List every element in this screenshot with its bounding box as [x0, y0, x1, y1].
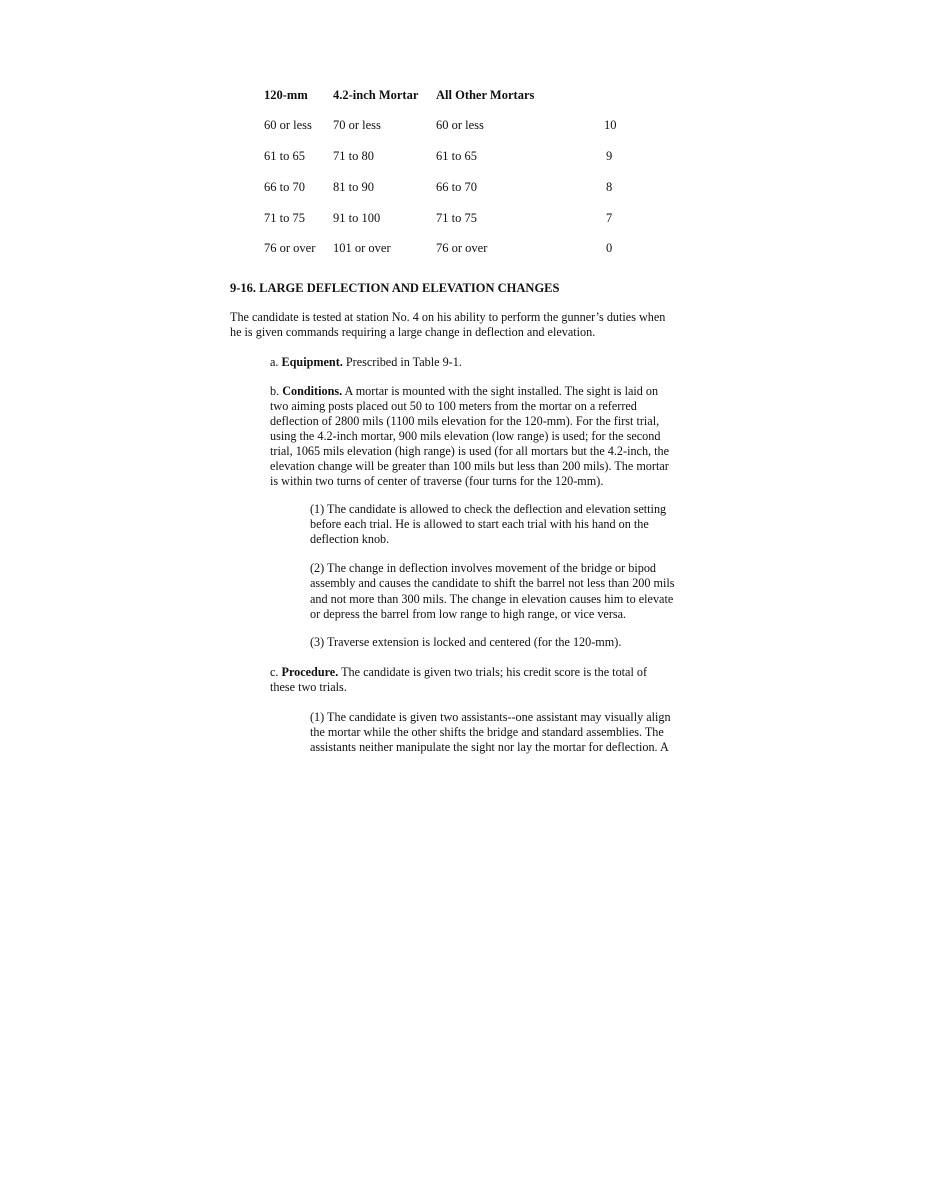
- intro-line: he is given commands requiring a large change in deflection and elevation.: [230, 325, 596, 339]
- item-c-text: The candidate is given two trials; his credit score is the total of: [338, 665, 648, 679]
- cell-42inch: 71 to 80: [333, 149, 374, 163]
- item-b-line: deflection of 2800 mils (1100 mils elevation for the 120-mm). For the first trial,: [270, 414, 660, 428]
- item-b-line: elevation change will be greater than 100 mils but less than 200 mils). The mortar: [270, 459, 669, 473]
- cell-120mm: 60 or less: [264, 118, 312, 132]
- cell-score: 8: [606, 180, 613, 194]
- table-header-120mm: 120-mm: [264, 88, 308, 102]
- cell-120mm: 61 to 65: [264, 149, 305, 163]
- item-c1-line: the mortar while the other shifts the bridge and standard assemblies. The: [310, 725, 664, 739]
- item-b2-line: (2) The change in deflection involves movement of the bridge or bipod: [310, 561, 657, 575]
- item-c-prefix: c.: [270, 665, 282, 679]
- item-a-label: Equipment.: [281, 355, 343, 369]
- cell-score: 7: [606, 211, 613, 225]
- item-b-line: is within two turns of center of traverse (four turns for the 120-mm).: [270, 474, 604, 488]
- item-b1-line: before each trial. He is allowed to start each trial with his hand on the: [310, 517, 649, 531]
- cell-score: 10: [604, 118, 617, 132]
- item-b-label: Conditions.: [282, 384, 343, 398]
- cell-42inch: 91 to 100: [333, 211, 381, 225]
- item-b-line: two aiming posts placed out 50 to 100 meters from the mortar on a referred: [270, 399, 637, 413]
- item-c-label: Procedure.: [281, 665, 339, 679]
- table-header-other: All Other Mortars: [436, 88, 535, 102]
- cell-score: 9: [606, 149, 613, 163]
- cell-42inch: 70 or less: [333, 118, 381, 132]
- item-b1-line: deflection knob.: [310, 532, 390, 546]
- item-b2-line: and not more than 300 mils. The change in elevation causes him to elevate: [310, 592, 674, 606]
- section-title: 9-16. LARGE DEFLECTION AND ELEVATION CHANGES: [230, 281, 560, 295]
- item-b-first-line: [270, 384, 658, 399]
- cell-120mm: 66 to 70: [264, 180, 305, 194]
- item-a-prefix: a.: [270, 355, 282, 369]
- cell-42inch: 101 or over: [333, 241, 391, 255]
- cell-score: 0: [606, 241, 613, 255]
- item-c1-line: (1) The candidate is given two assistants--one assistant may visually align: [310, 710, 671, 724]
- item-b1-line: (1) The candidate is allowed to check the deflection and elevation setting: [310, 502, 667, 516]
- item-c-first-line: [270, 665, 647, 680]
- table-header-42inch: 4.2-inch Mortar: [333, 88, 419, 102]
- cell-other: 71 to 75: [436, 211, 477, 225]
- item-b-text: A mortar is mounted with the sight installed. The sight is laid on: [342, 384, 659, 398]
- item-a-equipment: [270, 355, 462, 370]
- cell-other: 60 or less: [436, 118, 484, 132]
- item-b-line: trial, 1065 mils elevation (high range) is used (for all mortars but the 4.2-inch, the: [270, 444, 670, 458]
- cell-other: 76 or over: [436, 241, 488, 255]
- cell-other: 61 to 65: [436, 149, 477, 163]
- item-b-line: using the 4.2-inch mortar, 900 mils elevation (low range) is used; for the second: [270, 429, 661, 443]
- item-b2-line: assembly and causes the candidate to shift the barrel not less than 200 mils: [310, 576, 675, 590]
- cell-120mm: 76 or over: [264, 241, 316, 255]
- cell-other: 66 to 70: [436, 180, 477, 194]
- item-c1-line: assistants neither manipulate the sight nor lay the mortar for deflection. A: [310, 740, 669, 754]
- item-b3-line: (3) Traverse extension is locked and centered (for the 120-mm).: [310, 635, 622, 649]
- item-a-text: Prescribed in Table 9-1.: [342, 355, 462, 369]
- item-b-prefix: b.: [270, 384, 283, 398]
- cell-42inch: 81 to 90: [333, 180, 374, 194]
- item-b2-line: or depress the barrel from low range to high range, or vice versa.: [310, 607, 627, 621]
- cell-120mm: 71 to 75: [264, 211, 305, 225]
- item-c-line: these two trials.: [270, 680, 347, 694]
- intro-line: The candidate is tested at station No. 4 on his ability to perform the gunner’s duties when: [230, 310, 666, 324]
